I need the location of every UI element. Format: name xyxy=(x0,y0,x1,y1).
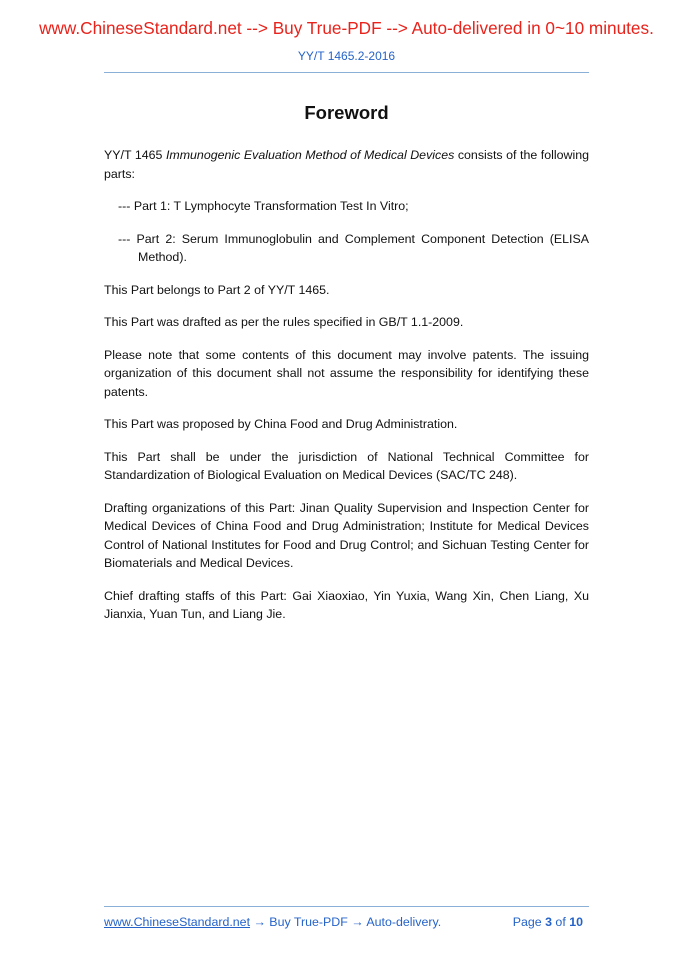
intro-paragraph xyxy=(104,146,589,183)
paragraph-drafting-staff: Chief drafting staffs of this Part: Gai Xiaoxiao, Yin Yuxia, Wang Xin, Chen Liang, Xu Jianxia, Yuan Tun, and Liang Jie. xyxy=(104,588,589,621)
paragraph-proposer: This Part was proposed by China Food and Drug Administration. xyxy=(104,417,458,431)
footer-promo xyxy=(104,915,441,929)
page-label: Page xyxy=(512,915,546,929)
paragraph-drafting-rules: This Part was drafted as per the rules specified in GB/T 1.1-2009. xyxy=(104,315,464,329)
document-number: YY/T 1465.2-2016 xyxy=(297,49,396,63)
header-divider xyxy=(104,72,589,73)
page-of-label: of xyxy=(551,915,570,929)
part-list-item: --- Part 2: Serum Immunoglobulin and Complement Component Detection (ELISA Method). xyxy=(118,231,589,264)
total-page-count: 10 xyxy=(569,915,583,929)
intro-prefix: YY/T 1465 xyxy=(104,148,166,162)
intro-standard-title: Immunogenic Evaluation Method of Medical Devices xyxy=(165,148,455,162)
paragraph-patents-note: Please note that some contents of this document may involve patents. The issuing organization of this document shall not assume the responsibility for identifying these patents. xyxy=(104,347,589,399)
foreword-body xyxy=(104,146,589,638)
current-page-number: 3 xyxy=(545,915,552,929)
page-indicator xyxy=(513,915,583,929)
paragraph-jurisdiction: This Part shall be under the jurisdiction of National Technical Committee for Standardization of Biological Evaluation on Medical Devices (SAC/TC 248). xyxy=(104,449,589,482)
part-list-item: --- Part 1: T Lymphocyte Transformation Test In Vitro; xyxy=(118,199,409,213)
top-banner[interactable]: www.ChineseStandard.net --> Buy True-PDF --> Auto-delivered in 0~10 minutes. xyxy=(39,18,654,38)
footer-promo-text: → Buy True-PDF → Auto-delivery. xyxy=(250,915,442,929)
intro-suffix: consists of the following parts: xyxy=(104,148,589,181)
footer-divider xyxy=(104,906,589,907)
page-title: Foreword xyxy=(304,102,389,123)
paragraph-part-belongs: This Part belongs to Part 2 of YY/T 1465. xyxy=(104,282,330,297)
paragraph-drafting-organizations: Drafting organizations of this Part: Jinan Quality Supervision and Inspection Center for Medical Devices of China Food and Drug Administration; Institute for Medical Devices Control of National Institutes for Food and Drug Control; and Sichuan Testing Center for Biomaterials and Medical Devices. xyxy=(104,500,589,570)
footer-site-link[interactable]: www.ChineseStandard.net xyxy=(104,915,251,929)
